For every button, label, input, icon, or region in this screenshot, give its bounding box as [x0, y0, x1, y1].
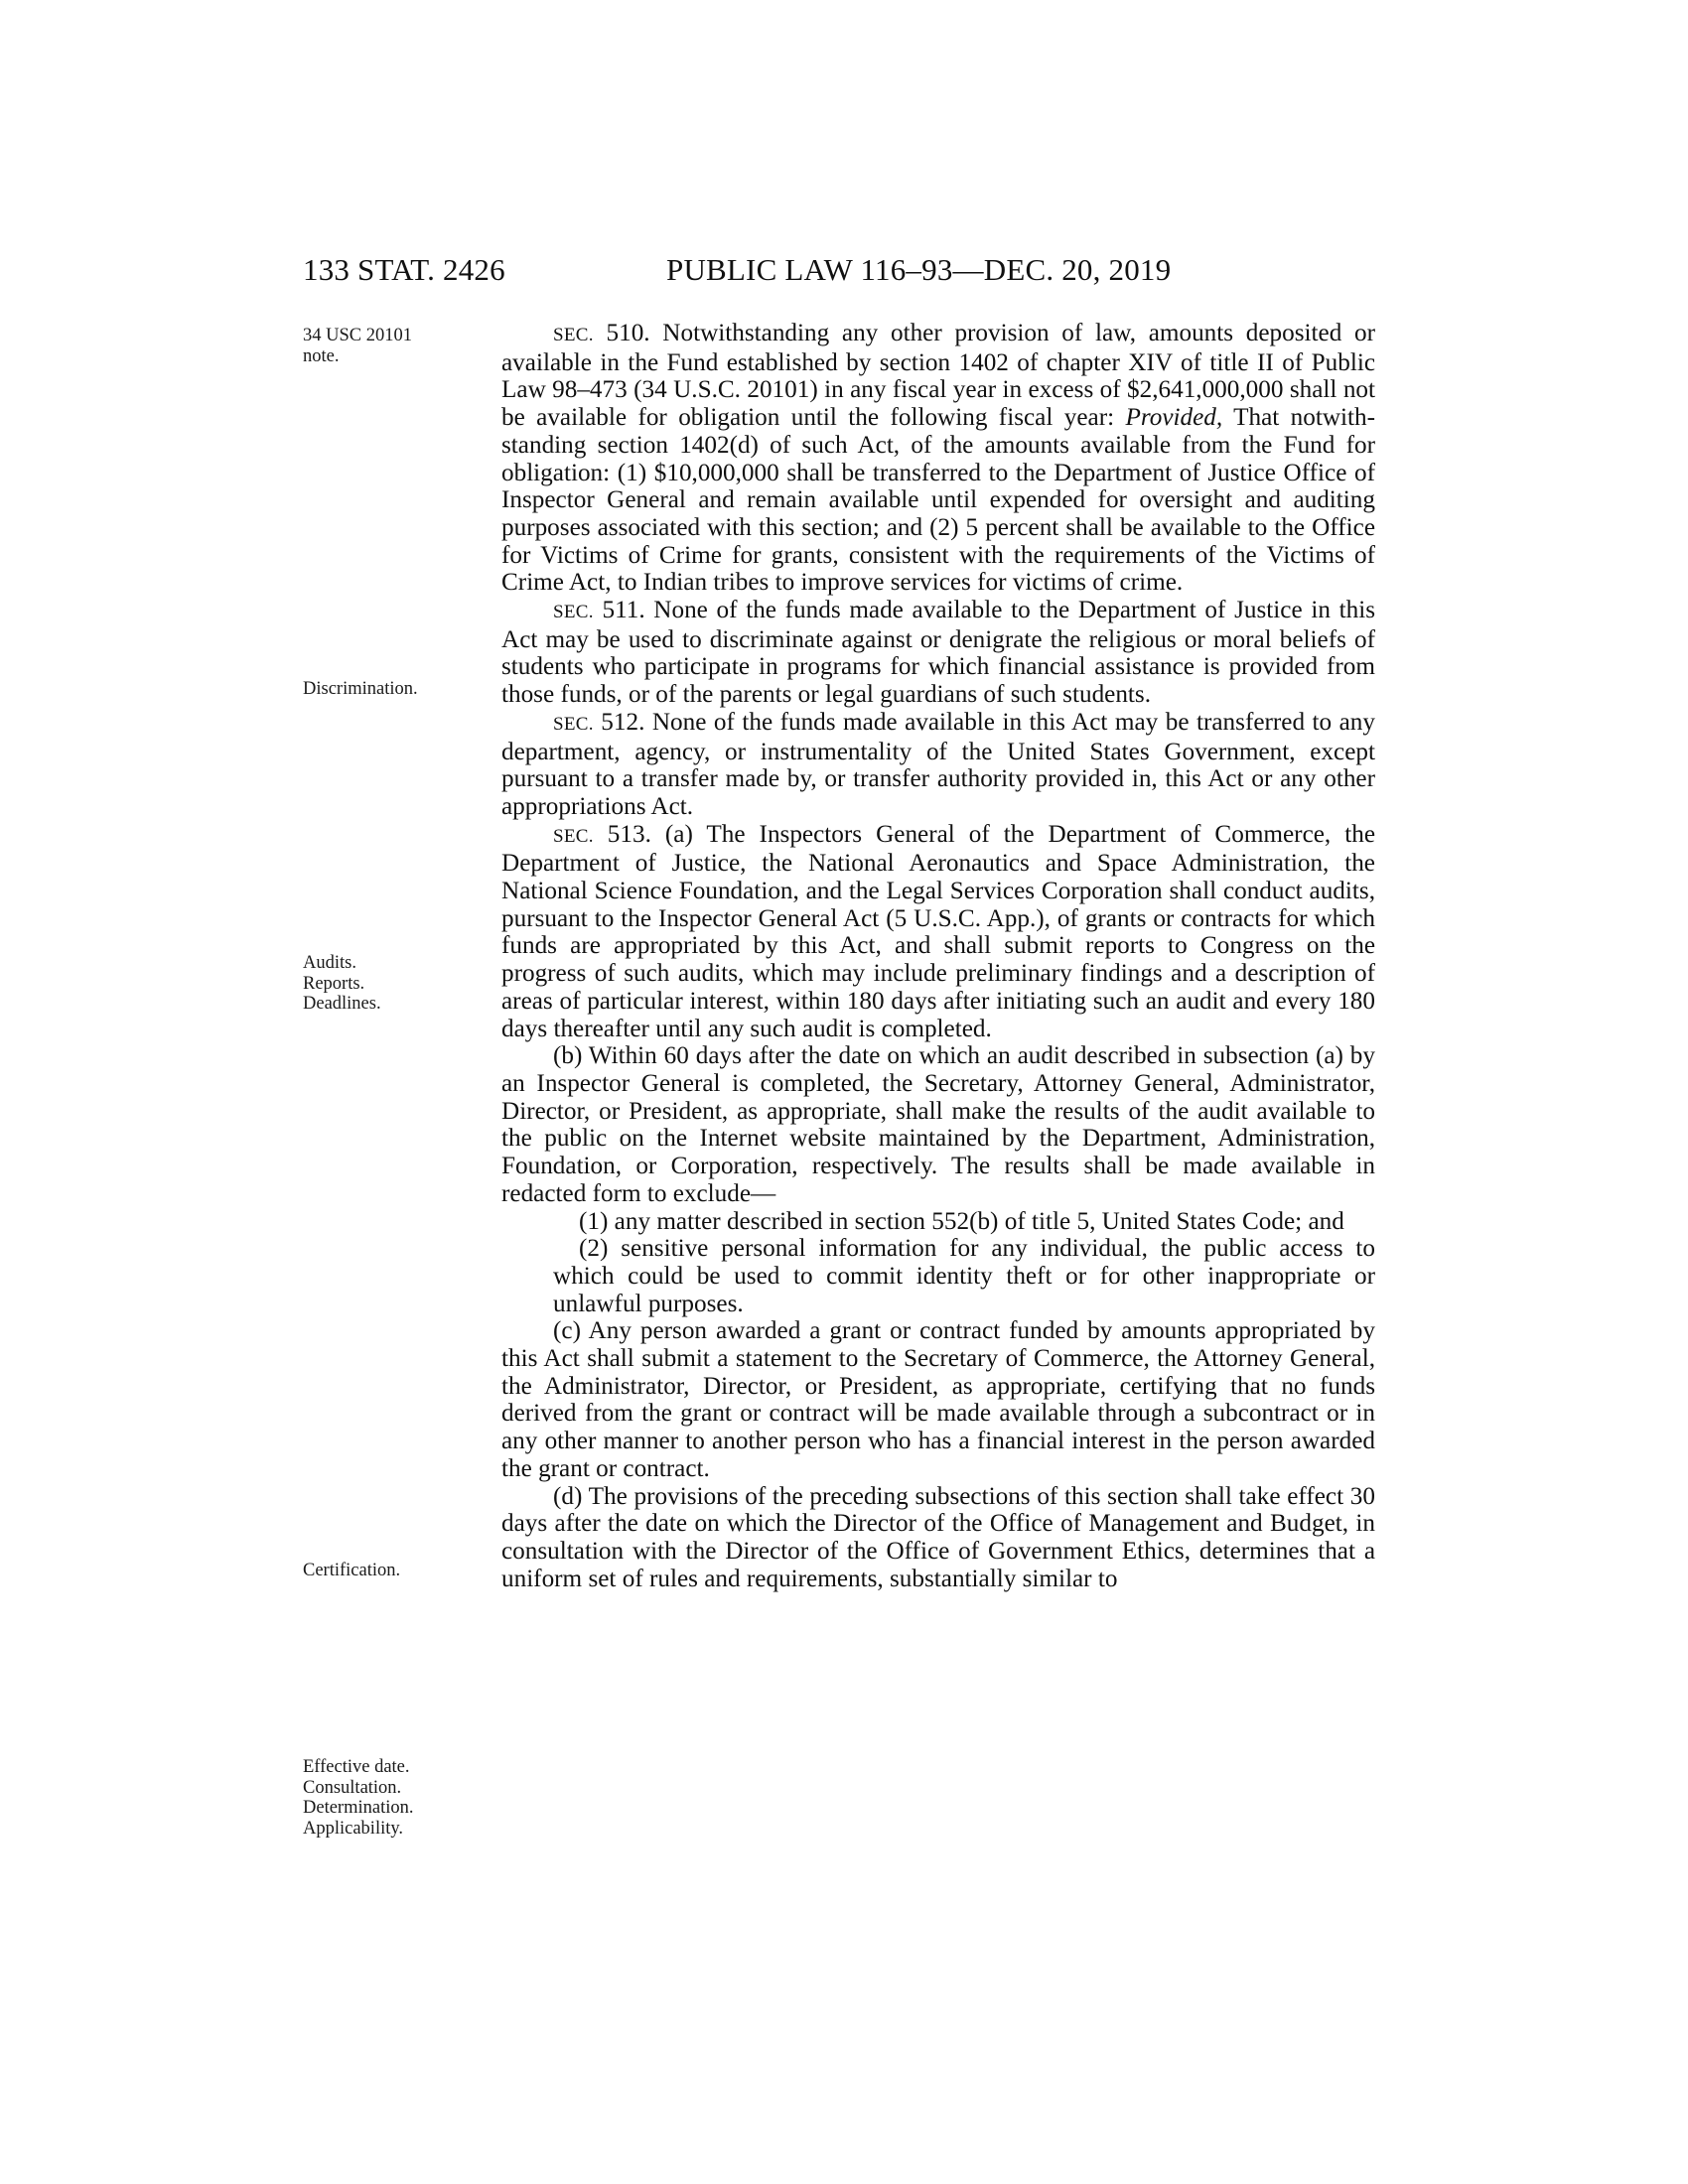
- running-head: [303, 250, 1375, 290]
- section-510: SEC. 510. Notwithstanding any other provision of law, amounts deposited or available in the Fund established by section 1402 of chapter XIV of title II of Public Law 98–473 (34 U.S.C. 20101) in any fiscal year in excess of $2,641,000,000 shall not be available for obligation until the following fiscal year: Provided, That notwithstanding section 1402(d) of such Act, of the amounts available from the Fund for obligation: (1) $10,000,000 shall be transferred to the Department of Justice Office of Inspector General and remain available until expended for oversight and auditing purposes associated with this section; and (2) 5 percent shall be available to the Office for Victims of Crime for grants, consistent with the requirements of the Victims of Crime Act, to Indian tribes to improve services for victims of crime.: [501, 320, 1375, 597]
- section-513-d: (d) The provisions of the preceding subsections of this section shall take effect 30 days after the date on which the Director of the Office of Management and Budget, in consultation with the Director of the Office of Government Ethics, determines that a uniform set of rules and requirements, substantially similar to: [501, 1482, 1375, 1592]
- sidenote-usc-citation: 34 USC 20101 note.: [303, 326, 412, 366]
- section-511: SEC. 511. None of the funds made available to the Department of Justice in this Act may be used to discriminate against or denigrate the religious or moral beliefs of students who participate in programs for which financial assistance is provided from those funds, or of the parents or legal guardians of such students.: [501, 597, 1375, 709]
- section-513-b: (b) Within 60 days after the date on which an audit described in subsection (a) by an Inspector General is completed, the Secretary, Attorney General, Administrator, Director, or President, as appropriate, shall make the results of the audit available to the public on the Internet website maintained by the Department, Administration, Foundation, or Corporation, respectively. The results shall be made available in redacted form to exclude—: [501, 1042, 1375, 1207]
- statute-text-column: [501, 320, 1375, 1592]
- sidenote-certification: Certification.: [303, 1561, 401, 1580]
- public-law-title: PUBLIC LAW 116–93—DEC. 20, 2019: [666, 252, 1172, 287]
- section-513-c: (c) Any person awarded a grant or contract funded by amounts appropriated by this Act shall submit a statement to the Secretary of Commerce, the Attorney General, the Administrator, Director, or President, as appropriate, certifying that no funds derived from the grant or contract will be made available through a subcontract or in any other manner to another person who has a financial interest in the person awarded the grant or contract.: [501, 1317, 1375, 1482]
- section-label: SEC.: [553, 825, 594, 847]
- provided-proviso: Provided,: [1125, 404, 1223, 432]
- statute-page-number: 133 STAT. 2426: [303, 252, 505, 287]
- section-513-b-2: (2) sensitive personal information for any individual, the public access to which could be used to commit identity theft or for other inappropriate or unlawful purposes.: [553, 1235, 1375, 1317]
- sidenote-effective-date: Effective date. Consultation. Determination. Applicability.: [303, 1757, 414, 1839]
- section-513-a: SEC. 513. (a) The Inspectors General of the Department of Commerce, the Department of Justice, the National Aeronautics and Space Administration, the National Science Foundation, and the Legal Services Corporation shall conduct audits, pursuant to the Inspector General Act (5 U.S.C. App.), of grants or contracts for which funds are appropriated by this Act, and shall submit reports to Congress on the progress of such audits, which may include preliminary findings and a description of areas of particular interest, within 180 days after initiating such an audit and every 180 days thereafter until any such audit is completed.: [501, 820, 1375, 1042]
- section-513-b-1: (1) any matter described in section 552(b) of title 5, United States Code; and: [579, 1207, 1344, 1235]
- section-label: SEC.: [553, 325, 594, 345]
- section-label: SEC.: [553, 602, 594, 623]
- sidenote-discrimination: Discrimination.: [303, 679, 418, 699]
- sidenote-audits-reports-deadlines: Audits. Reports. Deadlines.: [303, 953, 381, 1014]
- section-label: SEC.: [553, 713, 594, 735]
- section-512: SEC. 512. None of the funds made available in this Act may be transferred to any department, agency, or instrumentality of the United States Government, except pursuant to a transfer made by, or transfer authority provided in, this Act or any other appropriations Act.: [501, 708, 1375, 820]
